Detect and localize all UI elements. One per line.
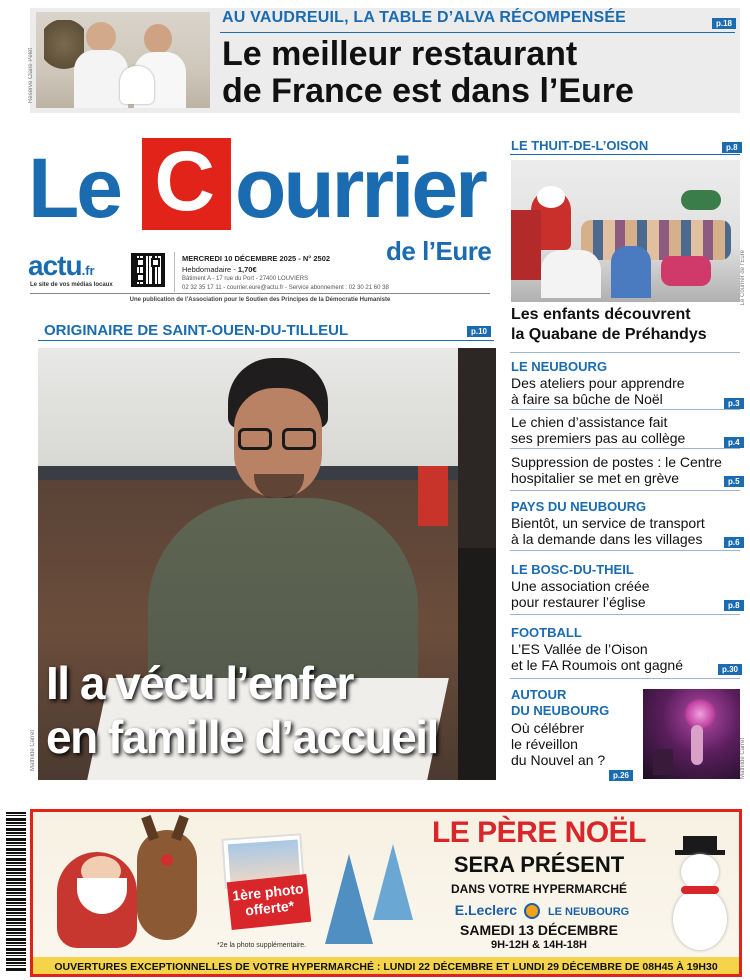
top-banner-headline-2[interactable]: de France est dans l’Eure bbox=[222, 72, 634, 110]
reindeer-illustration bbox=[37, 816, 227, 954]
photo-offer-line1: 1ère photo bbox=[231, 880, 305, 904]
actu-logo-text: actu bbox=[28, 250, 82, 281]
brief-line: et le FA Roumois ont gagné bbox=[511, 657, 683, 673]
brief-line: Des ateliers pour apprendre bbox=[511, 375, 685, 391]
restaurant-photo-credit: Reserve Claire Pelet bbox=[28, 48, 34, 104]
brief-page-ref[interactable]: p.5 bbox=[724, 476, 744, 487]
publisher-line: Une publication de l’Association pour le Soutien des Principes de la Démocratie Humaniste bbox=[129, 297, 391, 303]
brief-item[interactable] bbox=[511, 375, 741, 407]
brief-line: du Nouvel an ? bbox=[511, 752, 606, 768]
qr-code-icon[interactable] bbox=[131, 253, 165, 287]
side-feature-title-1[interactable]: Les enfants découvrent bbox=[511, 306, 691, 323]
main-story-kicker: ORIGINAIRE DE SAINT-OUEN-DU-TILLEUL bbox=[44, 322, 349, 339]
photo-offer-line2: offerte* bbox=[244, 897, 295, 919]
brief-line: hospitalier se met en grève bbox=[511, 470, 680, 486]
actu-logo[interactable] bbox=[28, 250, 95, 282]
leclerc-logo-icon bbox=[524, 903, 540, 919]
brief-item[interactable] bbox=[511, 720, 631, 768]
brief-rule bbox=[510, 409, 740, 410]
price: 1,70€ bbox=[237, 265, 257, 274]
restaurant-photo bbox=[36, 12, 210, 108]
actu-tagline: Le site de vos médias locaux bbox=[30, 282, 113, 288]
brief-item[interactable] bbox=[511, 414, 741, 446]
barcode bbox=[6, 812, 26, 972]
top-banner-kicker: AU VAUDREUIL, LA TABLE D’ALVA RÉCOMPENSÉE bbox=[222, 9, 627, 26]
leclerc-place: LE NEUBOURG bbox=[547, 906, 630, 918]
top-banner[interactable] bbox=[30, 8, 740, 113]
brief-line: Où célébrer bbox=[511, 720, 585, 736]
brief-kicker-line: DU NEUBOURG bbox=[511, 703, 610, 718]
brief-item[interactable] bbox=[511, 641, 741, 673]
main-story-photo-credit: Mathilde Carret bbox=[30, 730, 36, 772]
top-banner-rule bbox=[220, 32, 735, 33]
brief-kicker-le-neubourg: LE NEUBOURG bbox=[511, 359, 608, 374]
side-feature-photo-credit: Le Courrier de l’Eure bbox=[740, 250, 746, 306]
top-banner-page-ref[interactable]: p.18 bbox=[712, 18, 736, 29]
side-feature-photo[interactable] bbox=[511, 160, 740, 302]
leclerc-logo bbox=[437, 902, 647, 920]
brief-kicker-le-bosc-du-theil: LE BOSC-DU-THEIL bbox=[511, 562, 634, 577]
brief-page-ref[interactable]: p.8 bbox=[724, 600, 744, 611]
reveillon-photo-credit: Mathilde Carret bbox=[740, 738, 746, 780]
masthead-title-ourrier: ourrier bbox=[235, 141, 485, 235]
brief-kicker-pays-du-neubourg: PAYS DU NEUBOURG bbox=[511, 499, 647, 514]
main-story-page-ref[interactable]: p.10 bbox=[467, 326, 491, 337]
brief-line: le réveillon bbox=[511, 736, 578, 752]
brief-rule bbox=[510, 490, 740, 491]
masthead-title[interactable] bbox=[28, 134, 485, 238]
side-feature-rule bbox=[510, 154, 740, 155]
brief-line: L’ES Vallée de l’Oison bbox=[511, 641, 648, 657]
ad-footnote: *2e la photo supplémentaire. bbox=[217, 942, 307, 949]
ad-subtitle: SERA PRÉSENT bbox=[453, 852, 625, 877]
side-feature-bottom-rule bbox=[510, 352, 740, 353]
brief-line: à la demande dans les villages bbox=[511, 531, 703, 547]
publisher-contacts: 02 32 35 17 11 - courrier.eure@actu.fr - Service abonnement : 02 30 21 60 38 bbox=[182, 285, 389, 291]
brief-line: pour restaurer l’église bbox=[511, 594, 646, 610]
brief-item[interactable] bbox=[511, 515, 743, 547]
main-story-headline-2[interactable]: en famille d’accueil bbox=[46, 711, 438, 763]
issue-date: MERCREDI 10 DÉCEMBRE 2025 - N° 2502 bbox=[182, 254, 331, 263]
masthead-subtitle: de l’Eure bbox=[386, 236, 492, 266]
brief-page-ref[interactable]: p.30 bbox=[718, 664, 742, 675]
leclerc-brand: E.Leclerc bbox=[454, 902, 518, 918]
tree-icon bbox=[373, 844, 413, 920]
publisher-rule bbox=[30, 293, 490, 294]
brief-rule bbox=[510, 678, 740, 679]
brief-line: Bientôt, un service de transport bbox=[511, 515, 705, 531]
publisher-address: Bâtiment A - 17 rue du Port - 27400 LOUVIERS bbox=[182, 276, 309, 282]
main-story-headline-1[interactable]: Il a vécu l’enfer bbox=[46, 657, 353, 709]
top-banner-headline-1[interactable]: Le meilleur restaurant bbox=[222, 35, 578, 73]
actu-logo-suffix: .fr bbox=[81, 263, 95, 278]
brief-rule bbox=[510, 448, 740, 449]
photo-offer-badge bbox=[227, 874, 312, 930]
brief-line: Le chien d’assistance fait bbox=[511, 414, 668, 430]
brief-page-ref[interactable]: p.6 bbox=[724, 537, 744, 548]
brief-item[interactable] bbox=[511, 454, 743, 486]
ad-leclerc[interactable] bbox=[30, 809, 742, 977]
ad-bottom-bar: OUVERTURES EXCEPTIONNELLES DE VOTRE HYPERMARCHÉ : LUNDI 22 DÉCEMBRE ET LUNDI 29 DÉCEMBRE DE 08H45 À 19H30 bbox=[30, 957, 742, 977]
snowman-illustration bbox=[667, 836, 737, 956]
brief-rule bbox=[510, 614, 740, 615]
ad-title: LE PÈRE NOËL bbox=[431, 816, 647, 849]
masthead bbox=[28, 134, 498, 303]
brief-rule bbox=[510, 550, 740, 551]
ad-date: SAMEDI 13 DÉCEMBRE bbox=[460, 922, 618, 938]
brief-kicker-autour-du-neubourg bbox=[511, 687, 609, 719]
brief-kicker-line: AUTOUR bbox=[511, 687, 567, 702]
brief-page-ref[interactable]: p.26 bbox=[609, 770, 633, 781]
issue-price-line: Hebdomadaire - 1,70€ bbox=[182, 265, 257, 274]
brief-line: ses premiers pas au collège bbox=[511, 430, 686, 446]
masthead-divider bbox=[174, 252, 175, 292]
brief-line: à faire sa bûche de Noël bbox=[511, 391, 663, 407]
periodicity: Hebdomadaire bbox=[182, 265, 232, 274]
ad-where: DANS VOTRE HYPERMARCHÉ bbox=[450, 882, 627, 896]
side-feature-title-2[interactable]: la Quabane de Préhandys bbox=[511, 326, 707, 343]
reveillon-photo[interactable] bbox=[643, 689, 740, 779]
main-story-rule bbox=[38, 340, 494, 341]
brief-page-ref[interactable]: p.4 bbox=[724, 437, 744, 448]
brief-item[interactable] bbox=[511, 578, 741, 610]
brief-page-ref[interactable]: p.3 bbox=[724, 398, 744, 409]
brief-kicker-football: FOOTBALL bbox=[511, 625, 582, 640]
brief-line: Une association créée bbox=[511, 578, 650, 594]
brief-line: Suppression de postes : le Centre bbox=[511, 454, 722, 470]
ad-hours: 9H-12H & 14H-18H bbox=[491, 939, 587, 951]
masthead-title-c: C bbox=[142, 138, 231, 230]
side-feature-page-ref[interactable]: p.8 bbox=[722, 142, 742, 153]
tree-icon bbox=[325, 854, 373, 944]
masthead-title-le: Le bbox=[28, 141, 141, 235]
side-feature-kicker: LE THUIT-DE-L’OISON bbox=[511, 138, 649, 153]
